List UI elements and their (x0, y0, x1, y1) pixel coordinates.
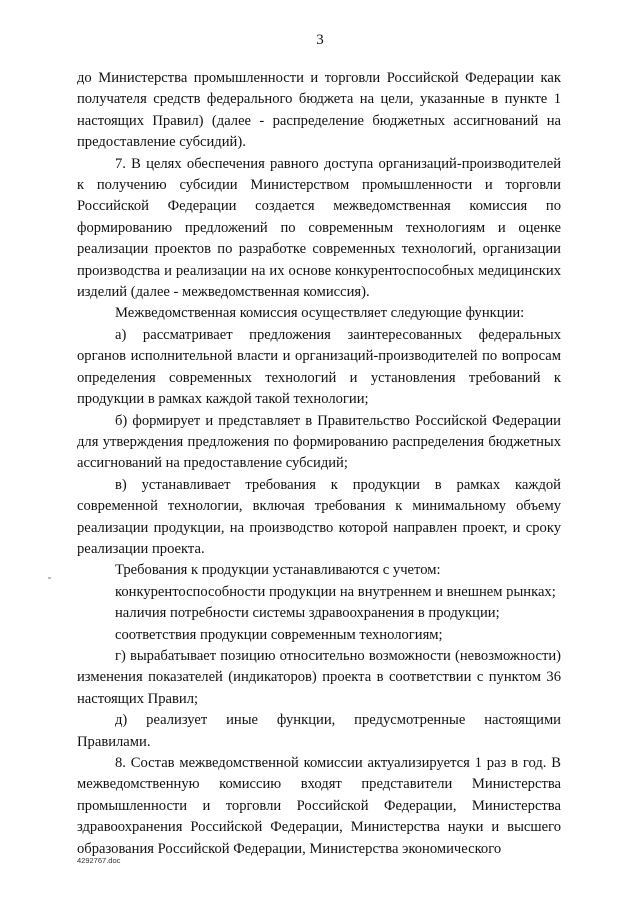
paragraph-commission-functions-intro: Межведомственная комиссия осуществляет следующие функции: (115, 305, 525, 322)
page-number: 3 (316, 32, 324, 48)
document-body (77, 68, 561, 860)
paragraph-function-v: в) устанавливает требования к продукции в рамках каждой современной технологии, включая требования к минимальному объему реализации продукции, на производство которой направлен проект, и сроку реализации проекта. (77, 476, 561, 557)
paragraph-continuation: до Министерства промышленности и торговли Российской Федерации как получателя средств федерального бюджета на цели, указанные в пункте 1 настоящих Правил) (далее - распределение бюджетных ассигнований на предоставление субсидий). (77, 70, 561, 151)
scan-speck (48, 577, 51, 579)
paragraph-function-d: д) реализует иные функции, предусмотренные настоящими Правилами. (77, 712, 561, 750)
paragraph-clause-8: 8. Состав межведомственной комиссии актуализируется 1 раз в год. В межведомственную комиссию входят представители Министерства промышленности и торговли Российской Федерации, Министерства здравоохранения Российской Федерации, Министерства науки и высшего образования Российской Федерации, Министерства экономического (77, 755, 561, 857)
paragraph-function-g: г) вырабатывает позицию относительно возможности (невозможности) изменения показателей (индикаторов) проекта в соответствии с пунктом 36 настоящих Правил; (77, 647, 561, 707)
footer-filename: 4292767.doc (77, 856, 121, 865)
paragraph-function-a: а) рассматривает предложения заинтересованных федеральных органов исполнительной власти и организаций-производителей по вопросам определения современных технологий и установления требований к продукции в рамках каждой такой технологии; (77, 326, 561, 408)
paragraph-requirement-competitiveness: конкурентоспособности продукции на внутреннем и внешнем рынках; (115, 583, 556, 600)
paragraph-function-b: б) формирует и представляет в Правительство Российской Федерации для утверждения предложения по формированию распределения бюджетных ассигнований на предоставление субсидий; (77, 412, 561, 472)
paragraph-requirement-demand: наличия потребности системы здравоохранения в продукции; (115, 605, 500, 622)
paragraph-clause-7: 7. В целях обеспечения равного доступа организаций-производителей к получению субсидии Министерством промышленности и торговли Российской Федерации создается межведомственная комиссия по формированию предложений по современным технологиям и оценке реализации проектов по разработке современных технологий, организации производства и реализации на их основе конкурентоспособных медицинских изделий (далее - межведомственная комиссия). (77, 155, 561, 301)
paragraph-requirement-technologies: соответствия продукции современным технологиям; (115, 626, 443, 643)
paragraph-requirements-intro: Требования к продукции устанавливаются с учетом: (115, 562, 441, 579)
